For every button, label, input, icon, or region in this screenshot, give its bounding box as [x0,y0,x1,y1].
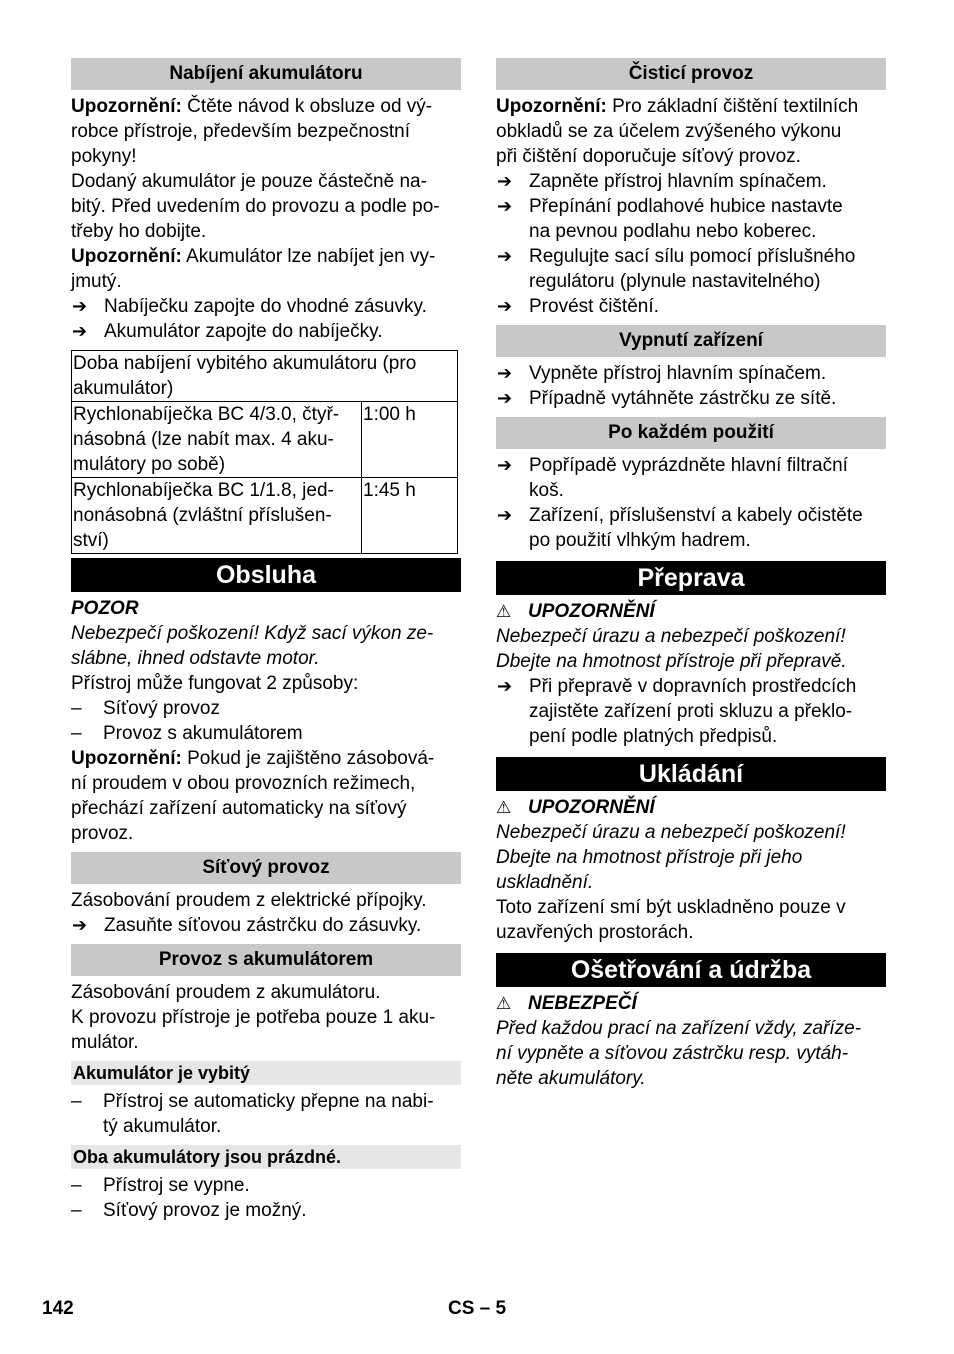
after-use-step: ➔ Popřípadě vyprázdněte hlavní filtrační koš. [497,455,848,501]
table-row [72,478,458,554]
storage-warning-label: ⚠ UPOZORNĚNÍ [496,797,655,818]
charger-cell: Rychlonabíječka BC 4/3.0, čtyř- násobná (lze nabít max. 4 aku- mulátory po sobě) [72,402,362,478]
mains-heading: Síťový provoz [71,852,461,884]
cleaning-note: Upozornění: Pro základní čištění textilních obkladů se za účelem zvýšeného výkonu při čištění doporučuje síťový provoz. [496,96,859,167]
charging-step: ➔ Nabíječku zapojte do vhodné zásuvky. [72,296,427,317]
time-cell: 1:00 h [362,402,458,478]
cleaning-step: ➔ Provést čištění. [497,296,659,317]
page-number: 142 [42,1298,74,1319]
warning-icon: ⚠ [496,994,512,1013]
arrow-icon: ➔ [497,196,513,216]
operation-note: Upozornění: Pokud je zajištěno zásobová- ní proudem v obou provozních režimech, přechází zařízení automaticky na síťový provoz. [71,748,435,844]
charging-time-table [71,350,458,554]
charging-para-1: Dodaný akumulátor je pouze částečně na- bitý. Před uvedením do provozu a podle po- třeby ho dobijte. [71,171,440,242]
dash-icon: – [71,1200,82,1221]
switch-off-step: ➔ Vypněte přístroj hlavním spínačem. [497,363,827,384]
charging-note-2: Upozornění: Akumulátor lze nabíjet jen vy- jmutý. [71,246,436,292]
storage-warning-text: Nebezpečí úrazu a nebezpečí poškození! Dbejte na hmotnost přístroje při jeho uskladnění. [496,822,846,893]
charging-note-1: Upozornění: Čtěte návod k obsluze od vý- robce přístroje, především bezpečnostní pokyny! [71,96,433,167]
charging-heading: Nabíjení akumulátoru [71,58,461,90]
maintenance-danger-text: Před každou prací na zařízení vždy, zaříze- ní vypněte a síťovou zástrčku resp. vytáh- něte akumulátory. [496,1018,862,1089]
list-item: – Přístroj se vypne. [71,1175,250,1196]
maintenance-danger-label: ⚠ NEBEZPEČÍ [496,993,637,1014]
maintenance-heading: Ošetřování a údržba [496,953,886,987]
right-column [496,58,886,1091]
arrow-icon: ➔ [497,363,513,383]
time-cell: 1:45 h [362,478,458,554]
arrow-icon: ➔ [497,246,513,266]
operation-heading: Obsluha [71,558,461,592]
table-header-cell: Doba nabíjení vybitého akumulátoru (pro akumulátor) [72,351,458,402]
cleaning-step: ➔ Přepínání podlahové hubice nastavte na pevnou podlahu nebo koberec. [497,196,843,242]
after-use-heading: Po každém použití [496,417,886,449]
storage-heading: Ukládání [496,757,886,791]
arrow-icon: ➔ [497,505,513,525]
cleaning-heading: Čisticí provoz [496,58,886,90]
list-item: – Provoz s akumulátorem [71,723,303,744]
battery-mode-heading: Provoz s akumulátorem [71,944,461,976]
warning-icon: ⚠ [496,602,512,621]
section-label: CS – 5 [448,1298,507,1319]
list-item: – Síťový provoz je možný. [71,1200,307,1221]
dash-icon: – [71,1175,82,1196]
switch-off-step: ➔ Případně vytáhněte zástrčku ze sítě. [497,388,837,409]
caution-text: Nebezpečí poškození! Když sací výkon ze- slábne, ihned odstavte motor. [71,623,434,669]
table-row [72,402,458,478]
transport-step: ➔ Při přepravě v dopravních prostředcích zajistěte zařízení proti skluzu a překlo- pení podle platných předpisů. [497,676,857,747]
arrow-icon: ➔ [72,296,88,316]
charging-step: ➔ Akumulátor zapojte do nabíječky. [72,321,383,342]
operation-para: Přístroj může fungovat 2 způsoby: [71,673,359,694]
table-header-row [72,351,458,402]
after-use-step: ➔ Zařízení, příslušenství a kabely očistěte po použití vlhkým hadrem. [497,505,863,551]
battery-sub1-heading: Akumulátor je vybitý [71,1061,461,1085]
arrow-icon: ➔ [497,388,513,408]
mains-step: ➔ Zasuňte síťovou zástrčku do zásuvky. [72,915,422,936]
transport-warning-text: Nebezpečí úrazu a nebezpečí poškození! Dbejte na hmotnost přístroje při přepravě. [496,626,847,672]
battery-sub2-heading: Oba akumulátory jsou prázdné. [71,1145,461,1169]
arrow-icon: ➔ [497,676,513,696]
storage-para: Toto zařízení smí být uskladněno pouze v uzavřených prostorách. [496,897,846,943]
list-item: – Přístroj se automaticky přepne na nabi- tý akumulátor. [71,1091,434,1137]
dash-icon: – [71,698,82,719]
arrow-icon: ➔ [497,455,513,475]
list-item: – Síťový provoz [71,698,220,719]
transport-heading: Přeprava [496,561,886,595]
warning-icon: ⚠ [496,798,512,817]
arrow-icon: ➔ [497,171,513,191]
arrow-icon: ➔ [72,321,88,341]
arrow-icon: ➔ [72,915,88,935]
charger-cell: Rychlonabíječka BC 1/1.8, jed- nonásobná (zvláštní příslušen- ství) [72,478,362,554]
left-column [71,58,461,1223]
caution-label: POZOR [71,598,139,619]
cleaning-step: ➔ Zapněte přístroj hlavním spínačem. [497,171,827,192]
battery-para-1: Zásobování proudem z akumulátoru. [71,982,381,1003]
dash-icon: – [71,723,82,744]
arrow-icon: ➔ [497,296,513,316]
cleaning-step: ➔ Regulujte sací sílu pomocí příslušného regulátoru (plynule nastavitelného) [497,246,856,292]
mains-para: Zásobování proudem z elektrické přípojky. [71,890,427,911]
dash-icon: – [71,1091,82,1112]
switch-off-heading: Vypnutí zařízení [496,325,886,357]
transport-warning-label: ⚠ UPOZORNĚNÍ [496,601,655,622]
battery-para-2: K provozu přístroje je potřeba pouze 1 aku- mulátor. [71,1007,436,1053]
